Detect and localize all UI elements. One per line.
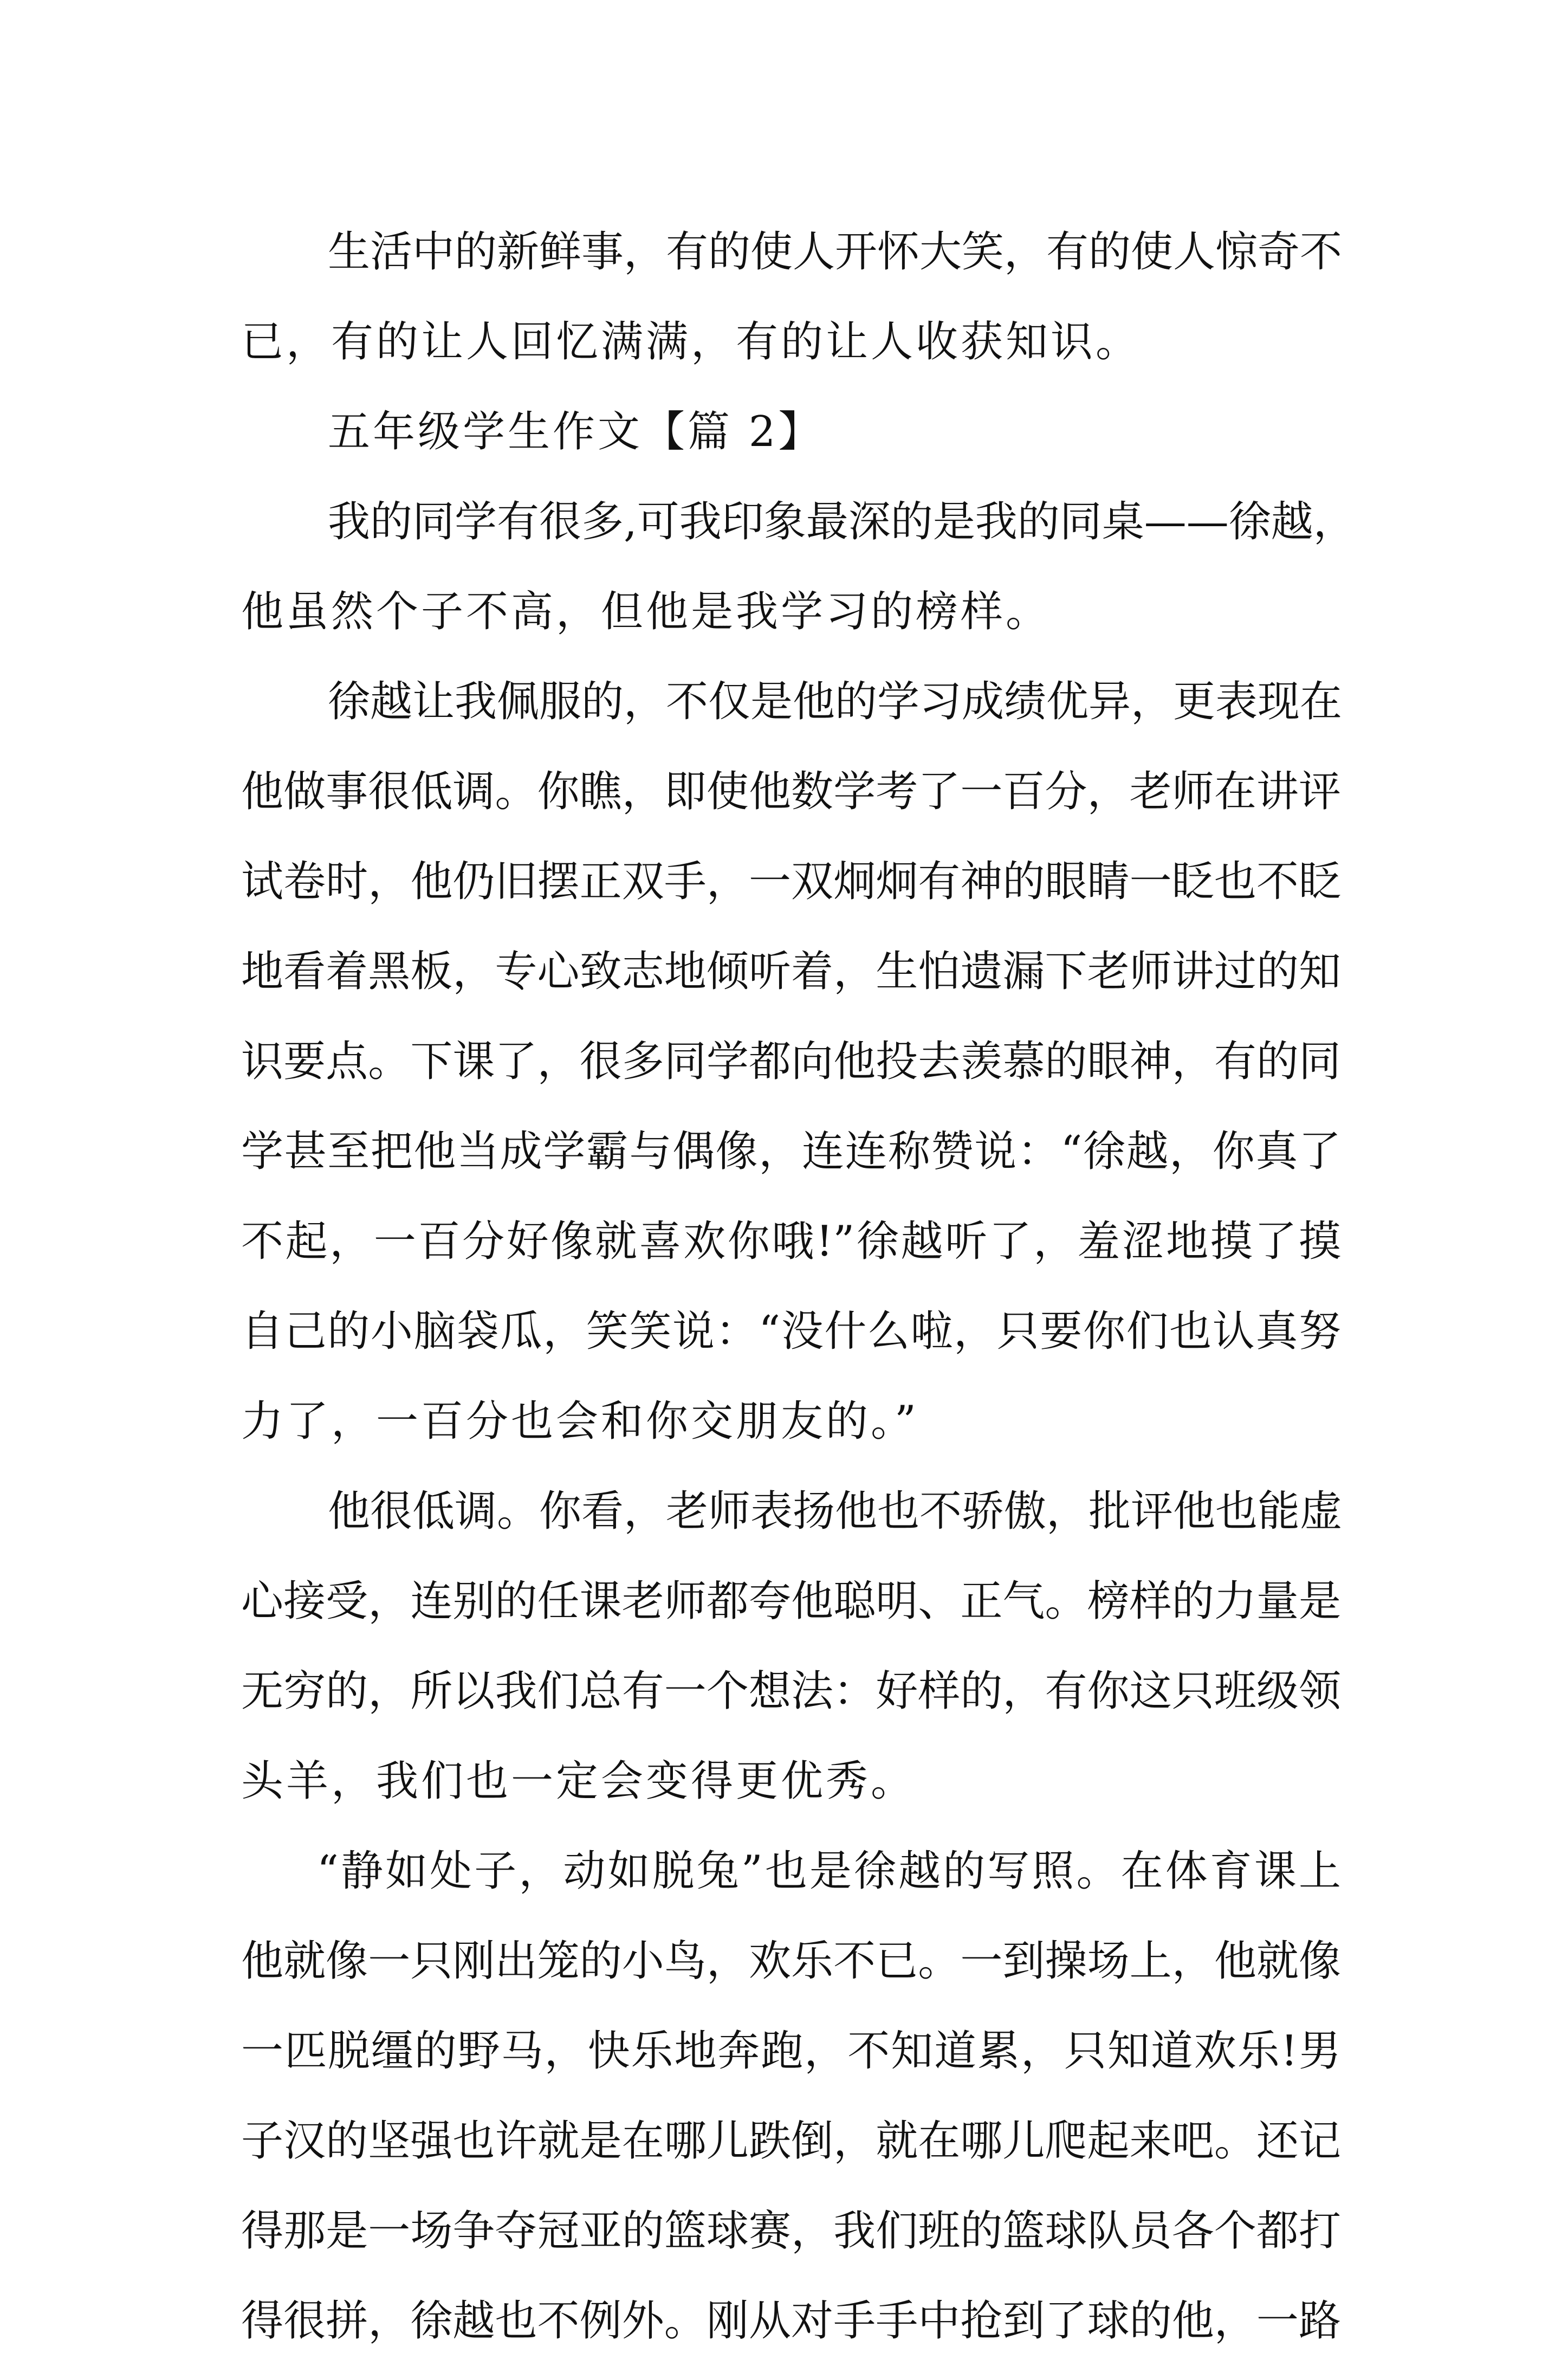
paragraph-line: 无穷的，所以我们总有一个想法：好样的，有你这只班级领 bbox=[241, 1667, 1341, 1716]
paragraph-line: 头羊，我们也一定会变得更优秀。 bbox=[241, 1757, 916, 1806]
paragraph-line: “静如处子，动如脱兔”也是徐越的写照。在体育课上 bbox=[317, 1847, 1341, 1896]
paragraph-line: 他就像一只刚出笼的小鸟，欢乐不已。一到操场上，他就像 bbox=[241, 1937, 1341, 1986]
paragraph-line: 他很低调。你看，老师表扬他也不骄傲，批评他也能虚 bbox=[328, 1487, 1343, 1536]
paragraph-line: 得那是一场争夺冠亚的篮球赛，我们班的篮球队员各个都打 bbox=[241, 2207, 1341, 2255]
paragraph-line: 子汉的坚强也许就是在哪儿跌倒，就在哪儿爬起来吧。还记 bbox=[241, 2117, 1341, 2165]
paragraph-line: 地看着黑板，专心致志地倾听着，生怕遗漏下老师讲过的知 bbox=[241, 947, 1341, 996]
paragraph-line: 自己的小脑袋瓜，笑笑说：“没什么啦，只要你们也认真努 bbox=[241, 1307, 1341, 1356]
paragraph-line: 他做事很低调。你瞧，即使他数学考了一百分，老师在讲评 bbox=[241, 767, 1341, 816]
paragraph-line: 心接受，连别的任课老师都夸他聪明、正气。榜样的力量是 bbox=[241, 1577, 1341, 1626]
paragraph-line: 得很拼，徐越也不例外。刚从对手手中抢到了球的他，一路 bbox=[241, 2297, 1341, 2345]
paragraph-line: 徐越让我佩服的，不仅是他的学习成绩优异，更表现在 bbox=[328, 677, 1343, 726]
paragraph-line: 一匹脱缰的野马，快乐地奔跑，不知道累，只知道欢乐!男 bbox=[241, 2027, 1341, 2076]
paragraph-line: 识要点。下课了，很多同学都向他投去羡慕的眼神，有的同 bbox=[241, 1037, 1341, 1086]
paragraph-line: 已，有的让人回忆满满，有的让人收获知识。 bbox=[241, 318, 1141, 366]
section-heading: 五年级学生作文【篇 2】 bbox=[328, 408, 824, 456]
document-body bbox=[241, 207, 1356, 2366]
paragraph-line: 我的同学有很多,可我印象最深的是我的同桌——徐越， bbox=[328, 497, 1356, 546]
paragraph-line: 学甚至把他当成学霸与偶像，连连称赞说：“徐越，你真了 bbox=[241, 1127, 1341, 1176]
paragraph-line: 生活中的新鲜事，有的使人开怀大笑，有的使人惊奇不 bbox=[328, 228, 1343, 276]
paragraph-line: 不起，一百分好像就喜欢你哦!”徐越听了，羞涩地摸了摸 bbox=[241, 1217, 1341, 1266]
paragraph-line: 力了，一百分也会和你交朋友的。” bbox=[241, 1397, 919, 1446]
paragraph-line: 试卷时，他仍旧摆正双手，一双炯炯有神的眼睛一眨也不眨 bbox=[241, 857, 1341, 906]
paragraph-line: 他虽然个子不高，但他是我学习的榜样。 bbox=[241, 587, 1051, 636]
